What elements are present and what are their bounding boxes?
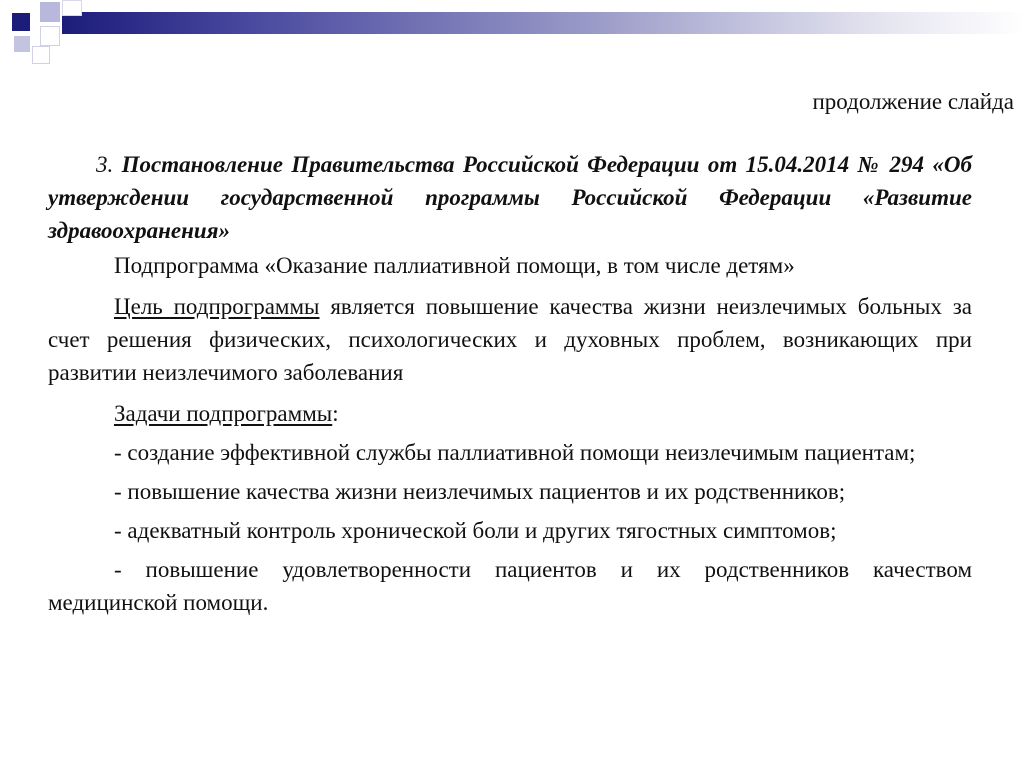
decor-square-icon <box>62 0 82 16</box>
decor-square-icon <box>40 26 60 46</box>
heading-number: 3. <box>96 152 114 177</box>
goal-text: является повышение качества жизни неизлечимых больных за счет решения физических, психологических и духовных проблем, возникающих при развитии неизлечимого заболевания <box>48 294 972 385</box>
task-item: - адекватный контроль хронической боли и других тягостных симптомов; <box>114 518 837 543</box>
task-item: - повышение качества жизни неизлечимых пациентов и их родственников; <box>114 479 846 504</box>
subprogram-title: Подпрограмма «Оказание паллиативной помощи, в том числе детям» <box>114 253 795 278</box>
goal-paragraph <box>48 290 972 389</box>
slide-subtitle: продолжение слайда <box>812 89 1014 114</box>
tasks-suffix: : <box>332 401 339 426</box>
tasks-label: Задачи подпрограммы <box>114 401 333 426</box>
task-item: - создание эффективной службы паллиативной помощи неизлечимым пациентам; <box>114 440 916 465</box>
task-item: - повышение удовлетворенности пациентов и их родственников качеством медицинской помощи. <box>48 557 972 615</box>
goal-label: Цель подпрограммы <box>114 294 320 319</box>
decor-square-icon <box>14 36 30 52</box>
decor-square-icon <box>32 46 50 64</box>
slide-content <box>48 148 972 625</box>
decor-square-icon <box>12 13 30 31</box>
heading-text: Постановление Правительства Российской Федерации от 15.04.2014 № 294 «Об утверждении государственной программы Российской Федерации «Развитие здравоохранения» <box>48 152 973 243</box>
document-heading <box>48 148 972 247</box>
header-gradient-bar <box>62 12 1024 34</box>
decor-square-icon <box>40 2 60 22</box>
tasks-heading <box>48 397 972 430</box>
